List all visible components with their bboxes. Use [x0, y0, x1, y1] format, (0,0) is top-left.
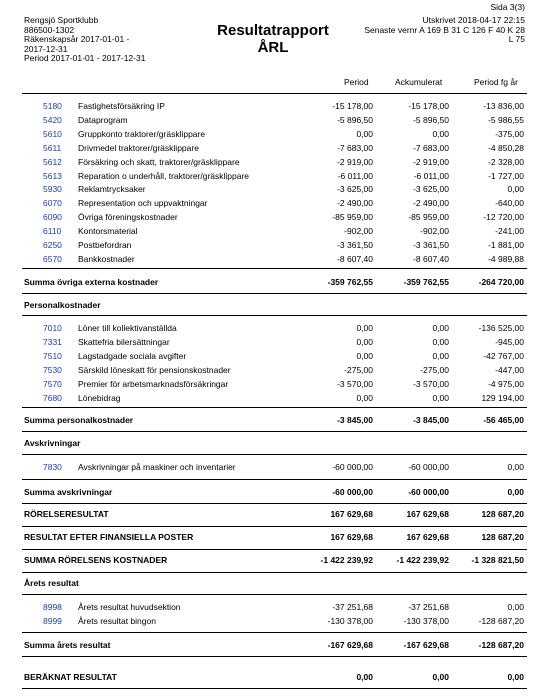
value-prev-year: -2 328,00 — [488, 156, 524, 167]
col-accumulated: Ackumulerat — [395, 77, 443, 87]
account-row — [0, 225, 553, 238]
value-accumulated: -7 683,00 — [413, 142, 449, 153]
divider — [22, 315, 527, 316]
divider — [22, 526, 527, 527]
header-divider — [22, 93, 527, 94]
value-period: 0,00 — [356, 350, 373, 361]
account-number: 7680 — [43, 392, 62, 403]
account-row — [0, 601, 553, 614]
sum-period: 167 629,68 — [330, 509, 373, 519]
value-prev-year: -4 989,88 — [488, 253, 524, 264]
account-name: Övriga föreningskostnader — [78, 212, 178, 223]
account-number: 6070 — [43, 198, 62, 209]
account-name: Gruppkonto traktorer/gräsklippare — [78, 128, 206, 139]
sum-period: -167 629,68 — [327, 640, 373, 650]
sum-accumulated: 167 629,68 — [406, 509, 449, 519]
value-prev-year: 129 194,00 — [481, 392, 524, 403]
account-row — [0, 211, 553, 224]
account-row — [0, 378, 553, 391]
sum-accumulated: -359 762,55 — [403, 277, 449, 287]
account-name: Reparation o underhåll, traktorer/gräsklippare — [78, 170, 250, 181]
account-name: Lönebidrag — [78, 392, 121, 403]
value-period: 0,00 — [356, 392, 373, 403]
account-row — [0, 128, 553, 141]
value-period: 0,00 — [356, 336, 373, 347]
account-row — [0, 322, 553, 335]
divider — [22, 293, 527, 294]
page-number: Sida 3(3) — [490, 2, 525, 12]
sum-year-result-row — [0, 639, 553, 652]
value-prev-year: -12 720,00 — [483, 212, 524, 223]
org-name: Rengsjö Sportklubb — [24, 15, 99, 25]
value-period: -60 000,00 — [332, 462, 373, 472]
value-prev-year: -136 525,00 — [478, 323, 524, 333]
account-name: Postbefordran — [78, 240, 132, 250]
section-heading-depreciation: Avskrivningar — [24, 438, 81, 448]
divider — [22, 632, 527, 633]
value-period: -5 896,50 — [337, 114, 373, 125]
value-prev-year: -128 687,20 — [478, 615, 524, 626]
account-name: Löner till kollektivanställda — [78, 323, 177, 333]
value-prev-year: 0,00 — [507, 602, 524, 612]
divider — [22, 549, 527, 550]
sum-period: 167 629,68 — [330, 532, 373, 542]
account-number: 5611 — [43, 142, 62, 153]
value-prev-year: 0,00 — [507, 184, 524, 195]
sum-accumulated: -60 000,00 — [408, 487, 449, 497]
account-name: Reklamtrycksaker — [78, 184, 146, 195]
value-accumulated: 0,00 — [432, 336, 449, 347]
value-accumulated: -902,00 — [420, 226, 449, 237]
value-period: -3 361,50 — [337, 240, 373, 250]
account-row — [0, 392, 553, 405]
fiscal-year-end: 2017-12-31 — [24, 43, 68, 54]
report-title-line2: ÅRL — [257, 39, 289, 56]
value-accumulated: -5 896,50 — [413, 114, 449, 125]
divider — [22, 407, 527, 408]
value-prev-year: -640,00 — [495, 198, 524, 209]
account-row — [0, 336, 553, 349]
value-accumulated: 0,00 — [432, 392, 449, 403]
divider — [22, 268, 527, 269]
sum-prev-year: 0,00 — [507, 487, 524, 497]
value-accumulated: -15 178,00 — [408, 101, 449, 111]
value-period: -3 570,00 — [337, 378, 373, 389]
account-number: 6570 — [43, 253, 62, 264]
fiscal-year: Räkenskapsår 2017-01-01 - — [24, 34, 130, 44]
divider — [22, 594, 527, 595]
account-row — [0, 253, 553, 266]
sum-personnel-row — [0, 414, 553, 427]
value-period: -2 919,00 — [337, 156, 373, 167]
sum-prev-year: 0,00 — [507, 672, 524, 682]
sum-accumulated: -167 629,68 — [403, 640, 449, 650]
sum-label: Summa avskrivningar — [24, 487, 113, 497]
value-period: -7 683,00 — [337, 142, 373, 153]
account-number: 7830 — [43, 462, 62, 472]
account-name: Drivmedel traktorer/gräsklippare — [78, 142, 199, 153]
account-number: 8998 — [43, 602, 62, 612]
account-name: Skattefria bilersättningar — [78, 336, 170, 347]
sum-label: RÖRELSERESULTAT — [24, 509, 109, 519]
value-accumulated: -60 000,00 — [408, 462, 449, 472]
sum-label: BERÄKNAT RESULTAT — [24, 672, 117, 682]
sum-period: -1 422 239,92 — [320, 555, 373, 565]
value-accumulated: -3 570,00 — [413, 378, 449, 389]
account-number: 5612 — [43, 156, 62, 167]
account-number: 5610 — [43, 128, 62, 139]
calculated-result-row — [0, 671, 553, 684]
sum-external-row — [0, 276, 553, 289]
account-number: 7331 — [43, 336, 62, 347]
value-period: -130 378,00 — [327, 615, 373, 626]
value-prev-year: -375,00 — [495, 128, 524, 139]
value-accumulated: 0,00 — [432, 350, 449, 361]
account-row — [0, 461, 553, 474]
sum-label: Summa personalkostnader — [24, 415, 134, 425]
account-row — [0, 142, 553, 155]
sum-label: SUMMA RÖRELSENS KOSTNADER — [24, 555, 168, 565]
sum-label: RESULTAT EFTER FINANSIELLA POSTER — [24, 532, 194, 542]
value-accumulated: -275,00 — [420, 364, 449, 375]
sum-accumulated: 167 629,68 — [406, 532, 449, 542]
account-number: 8999 — [43, 615, 62, 626]
value-prev-year: -1 727,00 — [488, 170, 524, 181]
result-after-financial-row — [0, 531, 553, 544]
divider — [22, 688, 527, 689]
divider — [22, 503, 527, 504]
printed-date: Utskrivet 2018-04-17 22:15 — [422, 15, 525, 25]
sum-period: -3 845,00 — [337, 415, 373, 425]
col-period: Period — [344, 77, 369, 87]
print-info — [364, 16, 525, 45]
account-name: Kontorsmaterial — [78, 226, 138, 237]
value-accumulated: -130 378,00 — [403, 615, 449, 626]
value-accumulated: -2 490,00 — [413, 198, 449, 209]
value-prev-year: -241,00 — [495, 226, 524, 237]
account-row — [0, 183, 553, 196]
value-prev-year: -1 881,00 — [488, 240, 524, 250]
value-period: -275,00 — [344, 364, 373, 375]
divider — [22, 479, 527, 480]
account-number: 7510 — [43, 350, 62, 361]
sum-prev-year: -264 720,00 — [478, 277, 524, 287]
account-number: 5180 — [43, 101, 62, 111]
value-accumulated: -6 011,00 — [413, 170, 449, 181]
account-row — [0, 170, 553, 183]
value-period: -3 625,00 — [337, 184, 373, 195]
sum-operating-costs-row — [0, 554, 553, 567]
account-name: Premier för arbetsmarknadsförsäkringar — [78, 378, 229, 389]
account-name: Lagstadgade sociala avgifter — [78, 350, 187, 361]
account-number: 6250 — [43, 240, 62, 250]
value-prev-year: 0,00 — [507, 462, 524, 472]
section-heading-year-result: Årets resultat — [24, 578, 79, 588]
value-prev-year: -4 975,00 — [488, 378, 524, 389]
account-name: Årets resultat huvudsektion — [78, 602, 181, 612]
value-prev-year: -5 986,55 — [488, 114, 524, 125]
value-period: -85 959,00 — [332, 212, 373, 223]
account-row — [0, 114, 553, 127]
sum-label: Summa årets resultat — [24, 640, 111, 650]
divider — [22, 656, 527, 657]
sum-accumulated: -3 845,00 — [413, 415, 449, 425]
value-prev-year: -42 767,00 — [483, 350, 524, 361]
account-name: Representation och uppvaktningar — [78, 198, 208, 209]
account-number: 5613 — [43, 170, 62, 181]
account-number: 7530 — [43, 364, 62, 375]
report-title-line1: Resultatrapport — [217, 22, 329, 39]
sum-prev-year: -56 465,00 — [483, 415, 524, 425]
value-period: -902,00 — [344, 226, 373, 237]
period: Period 2017-01-01 - 2017-12-31 — [24, 53, 146, 63]
account-row — [0, 100, 553, 113]
account-name: Årets resultat bingon — [78, 615, 156, 626]
account-row — [0, 364, 553, 377]
sum-label: Summa övriga externa kostnader — [24, 277, 159, 287]
value-period: -8 607,40 — [337, 253, 373, 264]
account-number: 7010 — [43, 323, 62, 333]
account-row — [0, 197, 553, 210]
value-period: -15 178,00 — [332, 101, 373, 111]
sum-period: -359 762,55 — [327, 277, 373, 287]
value-accumulated: -3 361,50 — [413, 240, 449, 250]
operating-result-row — [0, 508, 553, 521]
account-name: Avskrivningar på maskiner och inventarier — [78, 462, 236, 472]
org-number: 886500-1302 — [24, 24, 75, 35]
account-row — [0, 156, 553, 169]
value-period: -6 011,00 — [337, 170, 373, 181]
sum-accumulated: 0,00 — [432, 672, 449, 682]
value-accumulated: -3 625,00 — [413, 184, 449, 195]
sum-prev-year: -128 687,20 — [478, 640, 524, 650]
account-number: 5420 — [43, 114, 62, 125]
account-name: Bankkostnader — [78, 253, 135, 264]
sum-prev-year: 128 687,20 — [481, 509, 524, 519]
value-prev-year: -945,00 — [495, 336, 524, 347]
value-accumulated: -85 959,00 — [408, 212, 449, 223]
account-name: Dataprogram — [78, 114, 128, 125]
value-period: -37 251,68 — [332, 602, 373, 612]
sum-depreciation-row — [0, 486, 553, 499]
value-prev-year: -447,00 — [495, 364, 524, 375]
divider — [22, 454, 527, 455]
divider — [22, 431, 527, 432]
value-accumulated: 0,00 — [432, 128, 449, 139]
sum-accumulated: -1 422 239,92 — [396, 555, 449, 565]
account-name: Fastighetsförsäkring IP — [78, 101, 165, 111]
account-row — [0, 239, 553, 252]
account-name: Särskild löneskatt för pensionskostnader — [78, 364, 231, 375]
account-name: Försäkring och skatt, traktorer/gräsklippare — [78, 156, 240, 167]
value-prev-year: -13 836,00 — [483, 101, 524, 111]
sum-prev-year: -1 328 821,50 — [471, 555, 524, 565]
account-row — [0, 615, 553, 628]
sum-prev-year: 128 687,20 — [481, 532, 524, 542]
value-accumulated: -2 919,00 — [413, 156, 449, 167]
account-row — [0, 350, 553, 363]
sum-period: 0,00 — [356, 672, 373, 682]
divider — [22, 572, 527, 573]
account-number: 5930 — [43, 184, 62, 195]
value-accumulated: -37 251,68 — [408, 602, 449, 612]
value-accumulated: -8 607,40 — [413, 253, 449, 264]
last-voucher: Senaste vernr A 169 B 31 C 126 F 40 K 28 — [364, 24, 525, 35]
account-number: 6090 — [43, 212, 62, 223]
report-title — [203, 22, 343, 56]
value-period: 0,00 — [356, 323, 373, 333]
sum-period: -60 000,00 — [332, 487, 373, 497]
col-prev-year: Period fg år — [474, 77, 518, 87]
account-number: 6110 — [43, 226, 62, 237]
org-info — [24, 16, 145, 64]
value-period: 0,00 — [356, 128, 373, 139]
value-period: -2 490,00 — [337, 198, 373, 209]
section-heading-personnel: Personalkostnader — [24, 300, 101, 310]
last-voucher-2: L 75 — [508, 34, 525, 44]
value-accumulated: 0,00 — [432, 323, 449, 333]
account-number: 7570 — [43, 378, 62, 389]
value-prev-year: -4 850,28 — [488, 142, 524, 153]
